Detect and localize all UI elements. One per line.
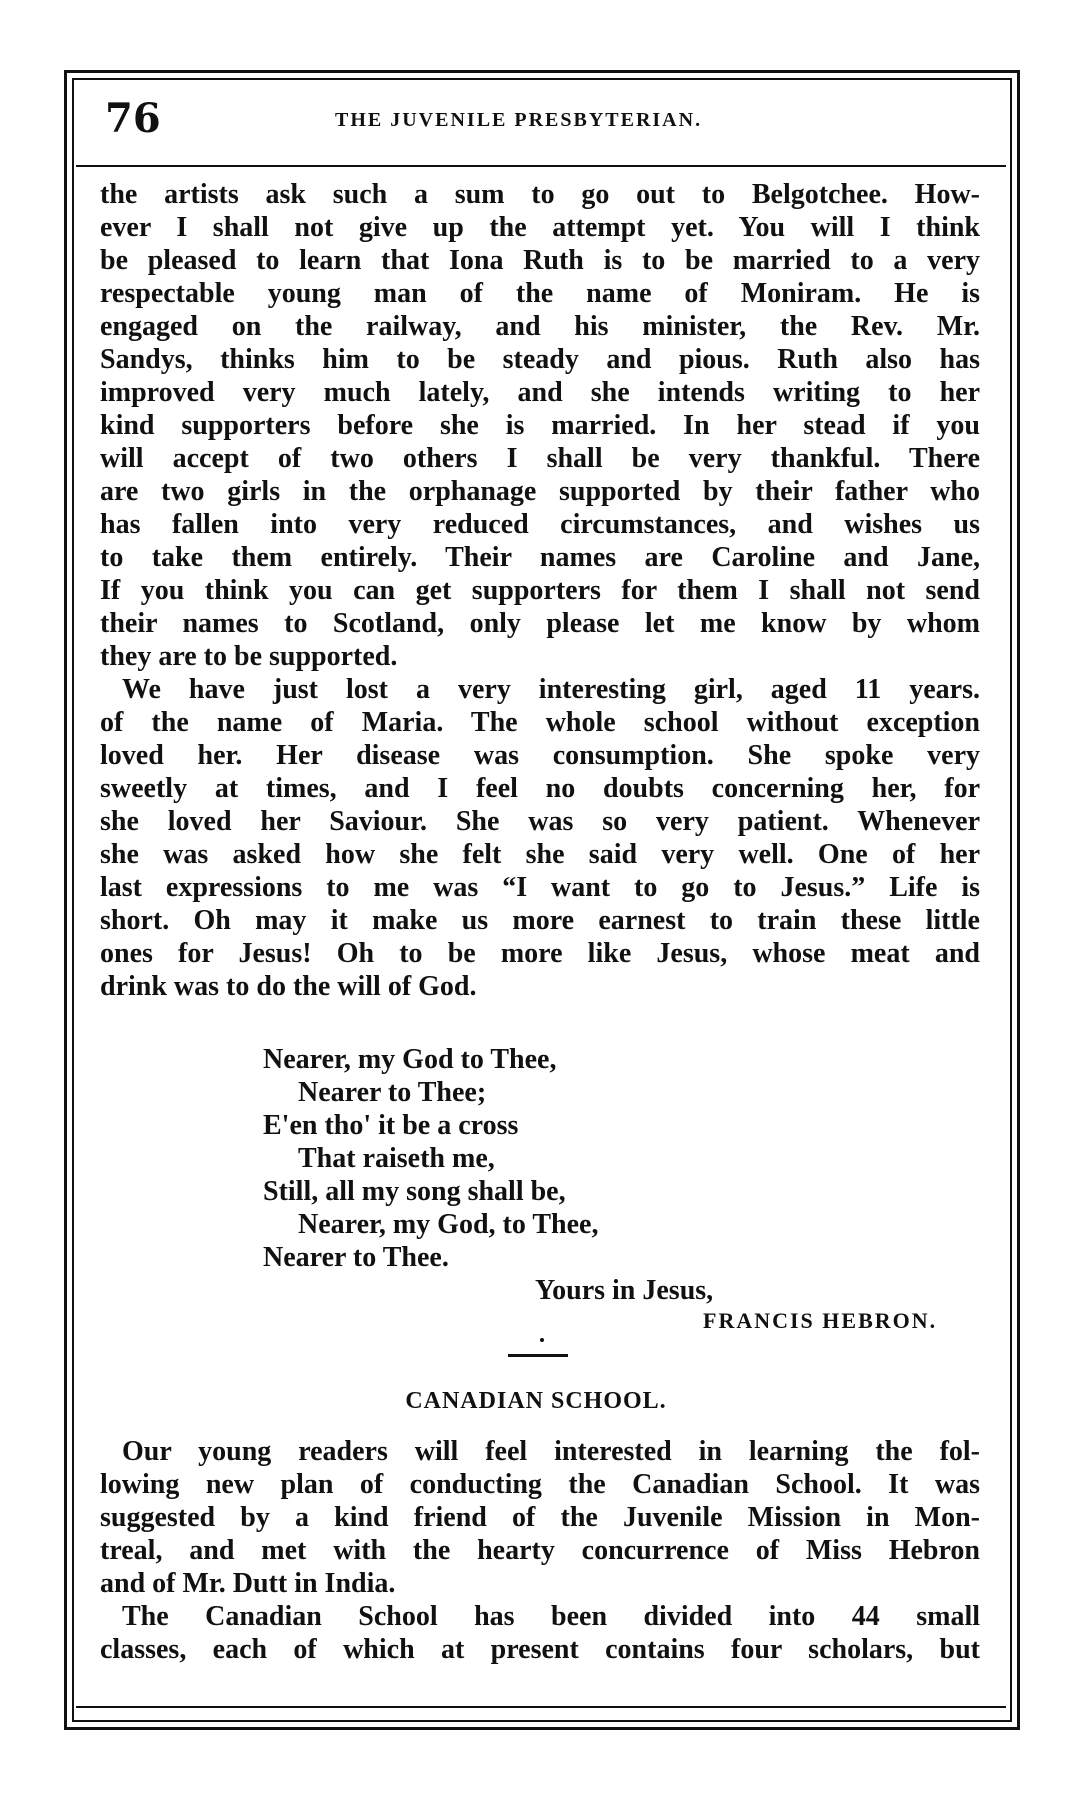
text-line: suggested by a kind friend of the Juvenile Mission in Mon- xyxy=(100,1502,980,1533)
text-line: We have just lost a very interesting girl, aged 11 years. xyxy=(122,674,980,705)
header-rule xyxy=(76,165,1006,167)
text-line: sweetly at times, and I feel no doubts concerning her, for xyxy=(100,773,980,804)
text-line: respectable young man of the name of Moniram. He is xyxy=(100,278,980,309)
poem-line: Still, all my song shall be, xyxy=(263,1176,566,1207)
text-line: engaged on the railway, and his minister, the Rev. Mr. xyxy=(100,311,980,342)
text-line: drink was to do the will of God. xyxy=(100,971,477,1002)
text-line: their names to Scotland, only please let me know by whom xyxy=(100,608,980,639)
text-line: The Canadian School has been divided into 44 small xyxy=(122,1601,980,1632)
section-body xyxy=(100,1435,980,1666)
text-line: she loved her Saviour. She was so very patient. Whenever xyxy=(100,806,980,837)
text-line: will accept of two others I shall be very thankful. There xyxy=(100,443,980,474)
text-line: they are to be supported. xyxy=(100,641,398,672)
running-head: THE JUVENILE PRESBYTERIAN. xyxy=(335,109,703,131)
text-line: kind supporters before she is married. In her stead if you xyxy=(100,410,980,441)
text-line: ever I shall not give up the attempt yet. You will I think xyxy=(100,212,980,243)
letter-body xyxy=(100,178,980,1003)
separator-rule xyxy=(508,1354,568,1357)
text-line: are two girls in the orphanage supported by their father who xyxy=(100,476,980,507)
page-header xyxy=(95,95,995,155)
poem-line: Nearer to Thee. xyxy=(263,1242,449,1273)
text-line: loved her. Her disease was consumption. She spoke very xyxy=(100,740,980,771)
text-line: improved very much lately, and she intends writing to her xyxy=(100,377,980,408)
poem-line: Nearer, my God, to Thee, xyxy=(298,1209,599,1240)
separator-dot xyxy=(540,1338,544,1342)
text-line: Sandys, thinks him to be steady and pious. Ruth also has xyxy=(100,344,980,375)
text-line: If you think you can get supporters for them I shall not send xyxy=(100,575,980,606)
text-line: classes, each of which at present contains four scholars, but xyxy=(100,1634,980,1665)
poem-line: Nearer, my God to Thee, xyxy=(263,1044,557,1075)
text-line: be pleased to learn that Iona Ruth is to be married to a very xyxy=(100,245,980,276)
text-line: and of Mr. Dutt in India. xyxy=(100,1568,396,1599)
text-line: short. Oh may it make us more earnest to train these little xyxy=(100,905,980,936)
letter-closing: Yours in Jesus, xyxy=(535,1275,714,1306)
hymn-verse xyxy=(263,1043,598,1274)
text-line: of the name of Maria. The whole school without exception xyxy=(100,707,980,738)
text-line: has fallen into very reduced circumstances, and wishes us xyxy=(100,509,980,540)
page-number: 76 xyxy=(105,95,161,142)
poem-line: E'en tho' it be a cross xyxy=(263,1110,519,1141)
poem-line: That raiseth me, xyxy=(298,1143,495,1174)
text-line: last expressions to me was “I want to go to Jesus.” Life is xyxy=(100,872,980,903)
poem-line: Nearer to Thee; xyxy=(298,1077,487,1108)
section-title: CANADIAN SCHOOL. xyxy=(405,1388,667,1414)
text-line: she was asked how she felt she said very well. One of her xyxy=(100,839,980,870)
text-line: to take them entirely. Their names are Caroline and Jane, xyxy=(100,542,980,573)
text-line: treal, and met with the hearty concurrence of Miss Hebron xyxy=(100,1535,980,1566)
text-line: lowing new plan of conducting the Canadian School. It was xyxy=(100,1469,980,1500)
bottom-rule xyxy=(76,1706,1006,1708)
text-line: Our young readers will feel interested in learning the fol- xyxy=(122,1436,980,1467)
text-line: the artists ask such a sum to go out to Belgotchee. How- xyxy=(100,179,980,210)
letter-signature: FRANCIS HEBRON. xyxy=(703,1308,938,1333)
text-line: ones for Jesus! Oh to be more like Jesus, whose meat and xyxy=(100,938,980,969)
